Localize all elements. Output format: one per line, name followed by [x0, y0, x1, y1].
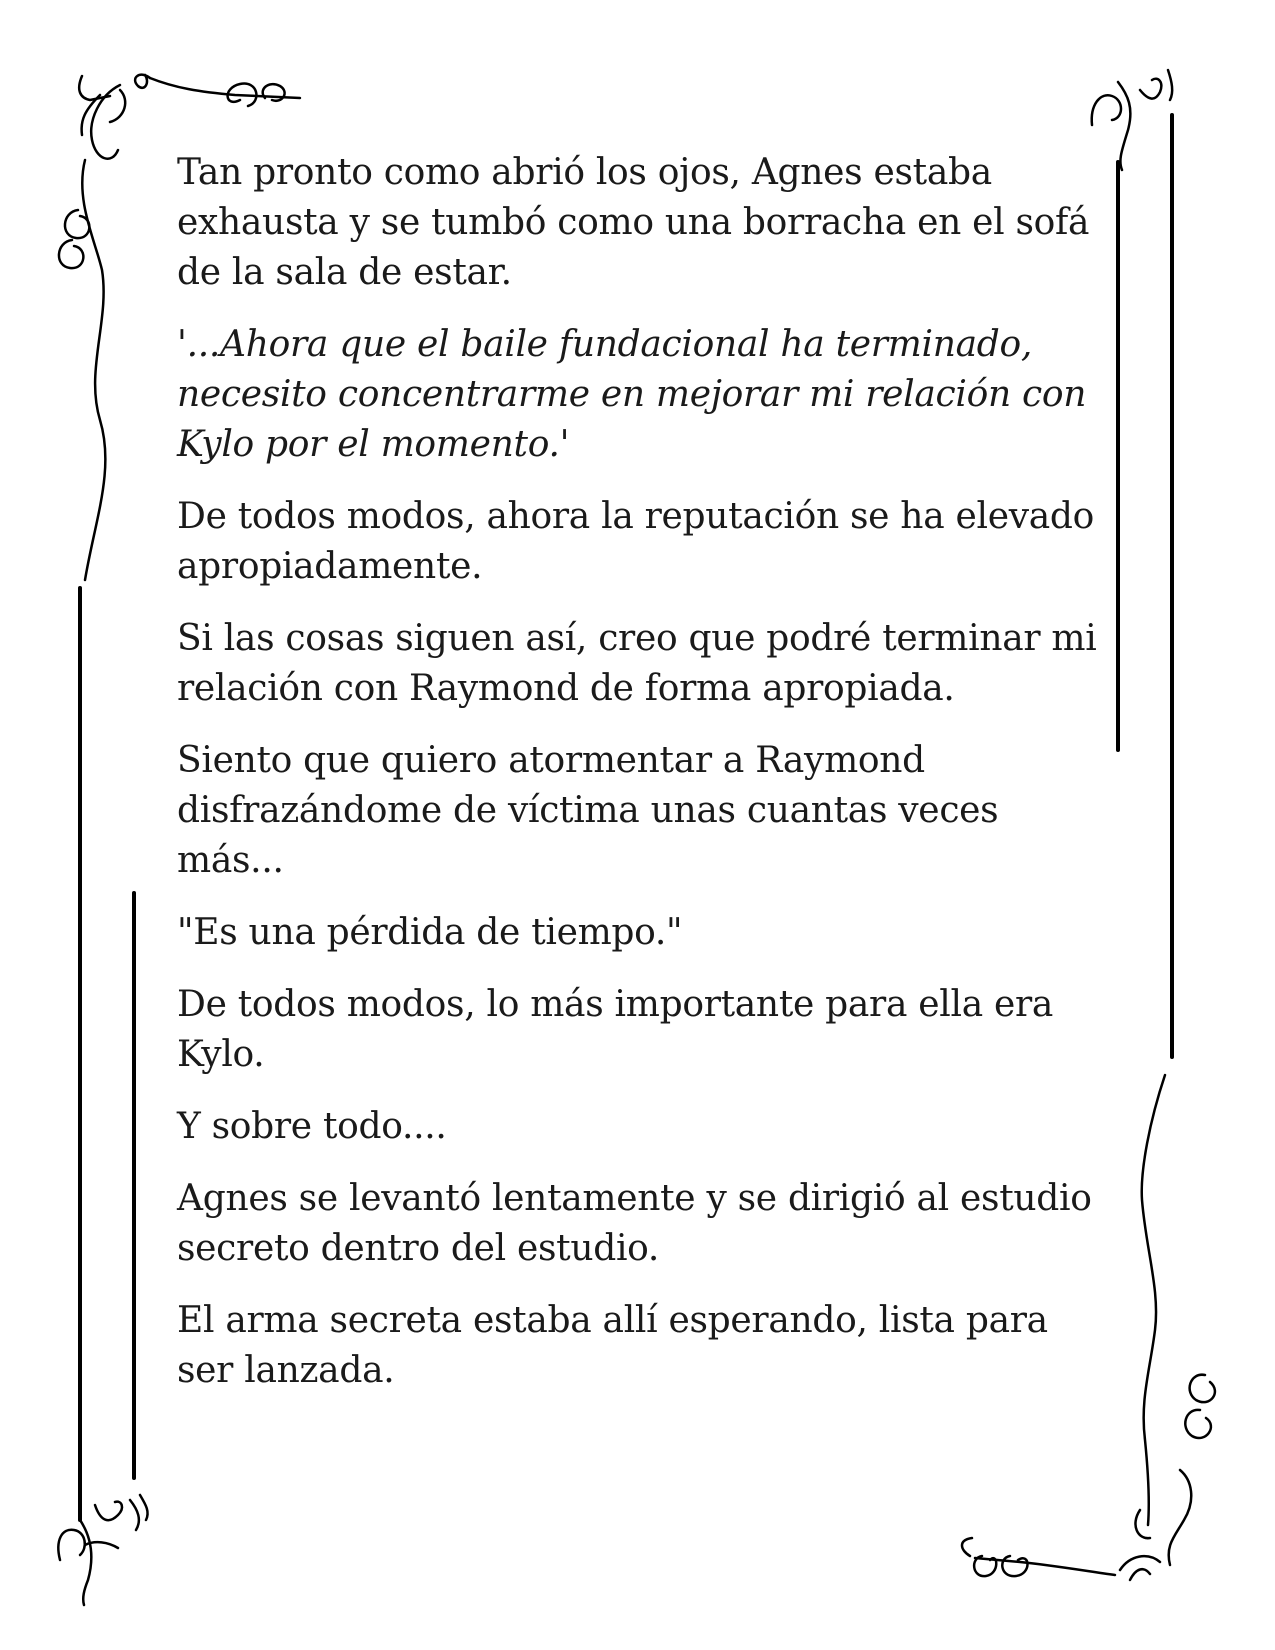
paragraph: Agnes se levantó lentamente y se dirigió al estudio secreto dentro del estudio. [177, 1178, 1092, 1269]
paragraph: Siento que quiero atormentar a Raymond disfrazándome de víctima unas cuantas veces más... [177, 740, 999, 881]
story-text [177, 148, 1107, 1418]
paragraph: Tan pronto como abrió los ojos, Agnes estaba exhausta y se tumbó como una borracha en el sofá de la sala de estar. [177, 152, 1090, 293]
paragraph: Y sobre todo.... [177, 1106, 447, 1147]
paragraph: De todos modos, ahora la reputación se ha elevado apropiadamente. [177, 496, 1095, 587]
paragraph: El arma secreta estaba allí esperando, lista para ser lanzada. [177, 1300, 1048, 1391]
bottom-left-flourish [58, 1495, 147, 1605]
paragraph-inner-thought: '...Ahora que el baile fundacional ha terminado, necesito concentrarme en mejorar mi relación con Kylo por el momento.' [177, 324, 1087, 465]
paragraph: Si las cosas siguen así, creo que podré terminar mi relación con Raymond de forma apropiada. [177, 618, 1097, 709]
paragraph-dialogue: "Es una pérdida de tiempo." [177, 912, 683, 953]
paragraph: De todos modos, lo más importante para ella era Kylo. [177, 984, 1054, 1075]
